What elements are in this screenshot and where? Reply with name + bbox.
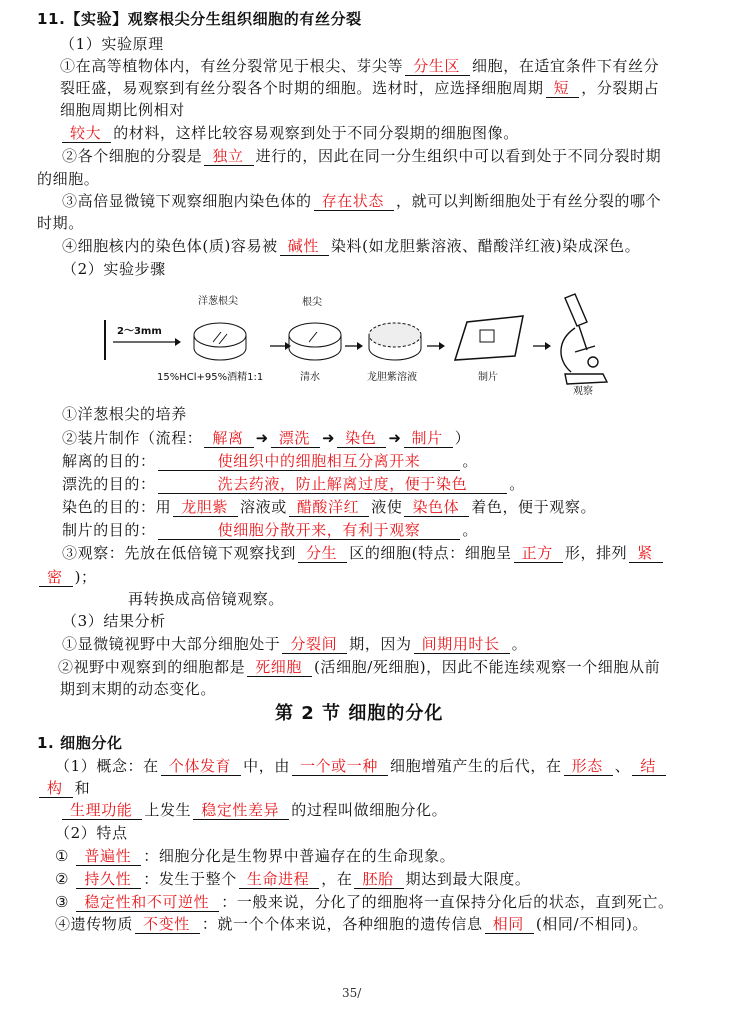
text: 时期。	[37, 214, 84, 232]
answer-blank: 稳定性和不可逆性	[76, 893, 219, 912]
text-line	[62, 497, 596, 517]
text: 中，由	[243, 757, 290, 775]
answer-blank: 结	[632, 757, 666, 776]
text-line	[62, 259, 166, 279]
text: 溶液或	[240, 498, 287, 516]
answer-blank: 形态	[564, 757, 613, 776]
answer-blank: 死细胞	[247, 658, 312, 677]
answer-blank: 间期用时长	[414, 635, 510, 654]
arrow-icon	[427, 342, 445, 350]
text: ①	[55, 847, 75, 865]
answer-blank: 染色	[337, 429, 386, 448]
step2-bottom-label: 清水	[300, 372, 320, 383]
text-line	[62, 520, 478, 540]
text-line	[60, 56, 659, 76]
text-line	[62, 543, 665, 563]
step4-bottom-label: 制片	[478, 372, 498, 383]
text: 第 2 节 细胞的分化	[275, 703, 444, 724]
text: ③高倍显微镜下观察细胞内染色体的	[62, 192, 312, 210]
text-line	[60, 679, 216, 699]
text: 的过程叫做细胞分化。	[291, 801, 448, 819]
arrow-icon	[270, 342, 291, 350]
answer-blank: 生理功能	[62, 801, 142, 820]
text-line	[37, 567, 97, 587]
text-line	[62, 451, 478, 471]
text: 1. 细胞分化	[37, 734, 123, 752]
text: )；	[74, 568, 97, 586]
text: （2）特点	[55, 824, 128, 842]
text-line	[55, 823, 128, 843]
text: 11.【实验】观察根尖分生组织细胞的有丝分裂	[37, 10, 362, 28]
answer-blank: 构	[39, 779, 73, 798]
text-line	[62, 236, 640, 256]
answer-blank: 胚胎	[354, 870, 403, 889]
text-line	[62, 634, 527, 654]
text: ②装片制作（流程：	[62, 429, 203, 447]
answer-blank: 独立	[204, 147, 253, 166]
text: 期达到最大限度。	[405, 870, 531, 888]
text-line	[37, 213, 84, 233]
text: 和	[74, 779, 91, 797]
text: 染料(如龙胆紫溶液、醋酸洋红液)染成深色。	[330, 237, 641, 255]
petri-dish-icon	[289, 323, 341, 360]
answer-blank: 个体发育	[161, 757, 241, 776]
arrow-icon: ➜	[255, 429, 269, 447]
arrow-icon	[113, 338, 181, 346]
text-line	[62, 404, 187, 424]
answer-blank: 相同	[485, 915, 534, 934]
text: 。	[462, 521, 479, 539]
text-line	[60, 78, 659, 98]
answer-blank: 漂洗	[271, 429, 320, 448]
text: 细胞周期比例相对	[60, 101, 185, 119]
section-title	[275, 704, 443, 724]
text-line	[62, 146, 661, 166]
text: 的材料，这样比较容易观察到处于不同分裂期的细胞图像。	[113, 124, 519, 142]
answer-blank: 一个或一种	[292, 757, 388, 776]
arrow-icon	[345, 342, 363, 350]
text: ，就可以判断细胞处于有丝分裂的哪个	[396, 192, 662, 210]
text-line	[37, 778, 90, 798]
text-line	[62, 428, 470, 448]
text: 再转换成高倍镜观察。	[128, 590, 285, 608]
page-number: 35/	[342, 986, 362, 1000]
text-line	[55, 869, 530, 889]
answer-blank: 存在状态	[314, 192, 394, 211]
text: (相同/不相同)。	[535, 915, 649, 933]
text: ，分裂期占	[581, 79, 660, 97]
step1-bottom-label: 15%HCl+95%酒精1:1	[157, 372, 264, 383]
text: 。	[462, 452, 479, 470]
step5-bottom-label: 观察	[573, 386, 593, 397]
text: ①洋葱根尖的培养	[62, 405, 187, 423]
answer-blank: 持久性	[76, 870, 141, 889]
answer-blank: 染色体	[404, 498, 469, 517]
text: 形，排列	[564, 544, 628, 562]
answer-blank: 分裂间	[282, 635, 347, 654]
answer-blank: 醋酸洋红	[289, 498, 369, 517]
text: 。	[511, 635, 528, 653]
text: (活细胞/死细胞)，因此不能连续观察一个细胞从前	[314, 658, 661, 676]
text: （2）实验步骤	[62, 260, 166, 278]
length-label: 2～3mm	[117, 326, 162, 337]
text: ①在高等植物体内，有丝分裂常见于根尖、芽尖等	[60, 57, 404, 75]
text: （3）结果分析	[62, 612, 166, 630]
answer-blank: 紧	[629, 544, 663, 563]
text: ）	[454, 429, 471, 447]
answer-blank: 普遍性	[76, 847, 141, 866]
text: 裂旺盛，易观察到有丝分裂各个时期的细胞。选材时，应选择细胞周期	[60, 79, 544, 97]
text: 解离的目的：	[62, 452, 156, 470]
text-line	[60, 100, 185, 120]
microscope-icon	[561, 294, 607, 384]
stain-dish-icon	[369, 323, 421, 360]
text-line	[37, 169, 99, 189]
text-line	[58, 657, 660, 677]
text: ，在	[321, 870, 353, 888]
text-line	[60, 123, 519, 143]
text: 着色，便于观察。	[471, 498, 597, 516]
text-line	[62, 611, 166, 631]
arrow-icon	[533, 342, 551, 350]
text: 区的细胞(特点：细胞呈	[349, 544, 512, 562]
text-line	[60, 34, 164, 54]
text-line	[60, 800, 447, 820]
answer-blank: 制片	[404, 429, 453, 448]
text: 上发生	[144, 801, 192, 819]
answer-blank: 使细胞分散开来，有利于观察	[158, 521, 461, 540]
arrow-icon: ➜	[388, 429, 402, 447]
text: 细胞增殖产生的后代，在	[389, 757, 562, 775]
answer-blank: 使组织中的细胞相互分离开来	[158, 452, 461, 471]
text: ④遗传物质	[55, 915, 134, 933]
text: 制片的目的：	[62, 521, 156, 539]
text: 漂洗的目的：	[62, 475, 156, 493]
text: ：细胞分化是生物界中普遍存在的生命现象。	[143, 847, 456, 865]
text: 。	[509, 475, 525, 493]
text: （1）实验原理	[60, 35, 164, 53]
text: 液使	[371, 498, 403, 516]
text: ②各个细胞的分裂是	[62, 147, 203, 165]
experiment-flow-diagram	[95, 290, 615, 398]
heading	[37, 9, 362, 29]
text-line	[55, 756, 668, 776]
answer-blank: 生命进程	[239, 870, 319, 889]
text: ：就一个个体来说，各种细胞的遗传信息	[201, 915, 483, 933]
answer-blank: 稳定性差异	[193, 801, 289, 820]
text-line	[55, 892, 674, 912]
text: ③	[55, 893, 75, 911]
answer-blank: 解离	[204, 429, 253, 448]
heading	[37, 733, 123, 753]
text: （1）概念：在	[55, 757, 159, 775]
answer-blank: 龙胆紫	[173, 498, 238, 517]
text-line	[62, 474, 525, 494]
text: ：一般来说，分化了的细胞将一直保持分化后的状态，直到死亡。	[221, 893, 674, 911]
answer-blank: 密	[39, 568, 73, 587]
text-line	[128, 589, 284, 609]
text-line	[55, 846, 455, 866]
text: ③观察：先放在低倍镜下观察找到	[62, 544, 297, 562]
answer-blank: 短	[546, 79, 580, 98]
text: 的细胞。	[37, 170, 100, 188]
text: 期到末期的动态变化。	[60, 680, 217, 698]
answer-blank: 分生	[298, 544, 347, 563]
text: ①显微镜视野中大部分细胞处于	[62, 635, 281, 653]
text: 期，因为	[349, 635, 412, 653]
answer-blank: 碱性	[280, 237, 329, 256]
text: ：发生于整个	[143, 870, 237, 888]
slide-icon	[455, 316, 523, 360]
answer-blank: 分生区	[405, 57, 470, 76]
text: 染色的目的：用	[62, 498, 172, 516]
petri-dish-icon	[194, 323, 246, 360]
step2-top-label: 根尖	[302, 297, 322, 308]
step3-bottom-label: 龙胆紫溶液	[367, 372, 417, 383]
arrow-icon: ➜	[321, 429, 336, 447]
text-line	[62, 191, 661, 211]
text-line	[55, 914, 648, 934]
answer-blank: 洗去药液，防止解离过度，便于染色	[158, 475, 508, 494]
answer-blank: 不变性	[135, 915, 200, 934]
text: 、	[614, 757, 631, 775]
text: ②	[55, 870, 75, 888]
step1-top-label: 洋葱根尖	[198, 296, 238, 307]
text: 细胞，在适宜条件下有丝分	[472, 57, 660, 75]
text: 进行的，因此在同一分生组织中可以看到处于不同分裂时期	[255, 147, 662, 165]
text: ④细胞核内的染色体(质)容易被	[62, 237, 278, 255]
text: ②视野中观察到的细胞都是	[58, 658, 246, 676]
answer-blank: 正方	[514, 544, 563, 563]
answer-blank: 较大	[62, 124, 111, 143]
